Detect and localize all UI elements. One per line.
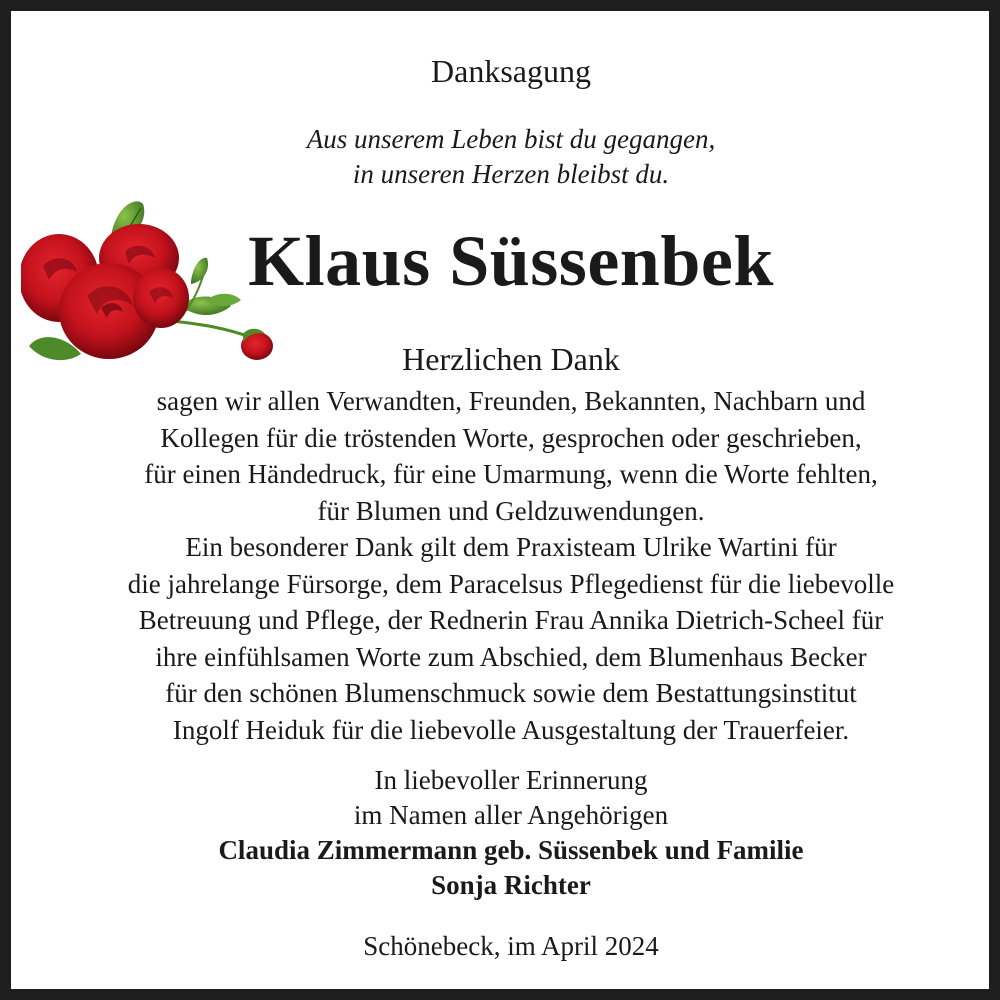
body-line: für den schönen Blumenschmuck sowie dem Bestattungsinstitut: [165, 678, 857, 708]
signatory: Sonja Richter: [431, 870, 591, 900]
body-line: sagen wir allen Verwandten, Freunden, Bekannten, Nachbarn und: [156, 386, 866, 416]
quote-line: Aus unserem Leben bist du gegangen,: [306, 124, 716, 154]
thanks-subheading: Herzlichen Dank: [402, 341, 620, 377]
body-line: Ein besonderer Dank gilt dem Praxisteam Ulrike Wartini für: [185, 532, 837, 562]
body-line: die jahrelange Fürsorge, dem Paracelsus Pflegedienst für die liebevolle: [127, 568, 895, 599]
body-line: für einen Händedruck, für eine Umarmung, wenn die Worte fehlten,: [144, 459, 878, 489]
body-line: für Blumen und Geldzuwendungen.: [317, 495, 705, 526]
body-line: ihre einfühlsamen Worte zum Abschied, dem Blumenhaus Becker: [155, 641, 867, 672]
thanks-body: [11, 383, 1000, 748]
closing-line: In liebevoller Erinnerung: [374, 765, 648, 795]
body-line: Betreuung und Pflege, der Rednerin Frau Annika Dietrich-Scheel für: [138, 605, 884, 635]
signatory: Claudia Zimmermann geb. Süssenbek und Familie: [218, 835, 804, 865]
quote-line: in unseren Herzen bleibst du.: [352, 159, 670, 189]
deceased-name: Klaus Süssenbek: [248, 221, 774, 301]
closing-line: im Namen aller Angehörigen: [353, 800, 669, 830]
body-line: Ingolf Heiduk für die liebevolle Ausgestaltung der Trauerfeier.: [172, 714, 850, 745]
closing-block: [11, 763, 1000, 903]
body-line: Kollegen für die tröstenden Worte, gesprochen oder geschrieben,: [160, 422, 862, 453]
notice-heading: Danksagung: [431, 53, 591, 89]
place-date: Schönebeck, im April 2024: [363, 931, 659, 961]
